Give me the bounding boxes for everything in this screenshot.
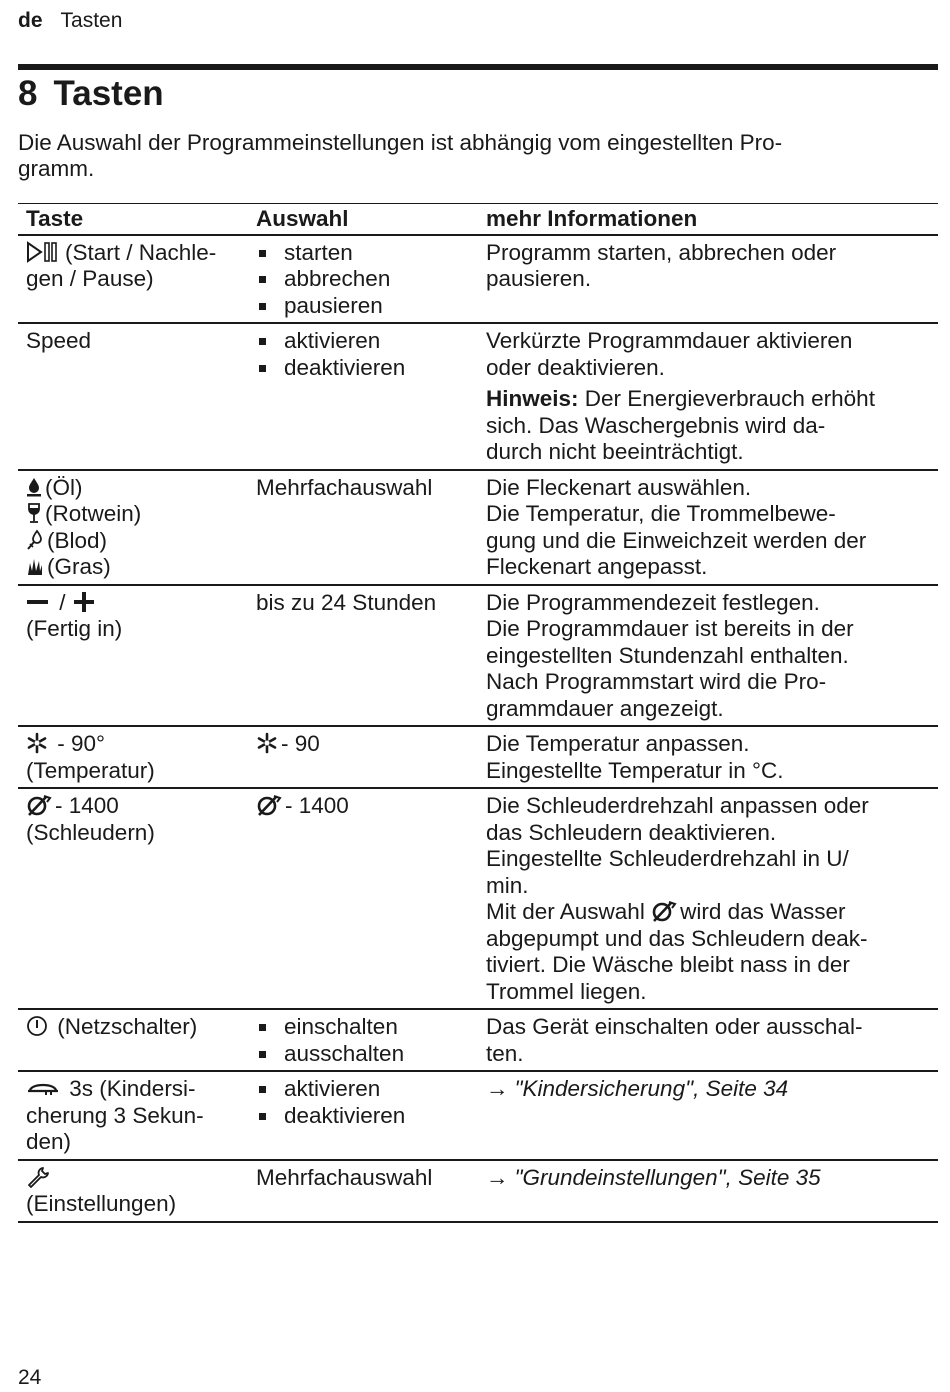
intro-line: gramm. [18,156,95,181]
auswahl-cell [248,1071,478,1160]
taste-cell: (Netzschalter) [18,1009,248,1071]
auswahl-cell: Mehrfachauswahl [256,474,433,500]
taste-cell: Speed [26,328,92,353]
oil-icon [26,476,42,498]
cold-snowflake-icon [256,732,278,754]
auswahl-cell [248,1009,478,1071]
info-cell [478,1160,938,1222]
running-head [18,9,122,33]
info-cell: Die Fleckenart auswählen. Die Temperatur, die Trommelbewe- gung und die Einweichzeit werden der Fleckenart angepasst. [486,474,867,579]
plus-icon [72,591,96,613]
info-cell: Das Gerät einschalten oder ausschal- ten. [486,1014,863,1066]
list-item: deaktivieren [256,355,470,382]
info-cell: Verkürzte Programmdauer aktivieren oder deaktivieren. Hinweis: Der Energieverbrauch erhöht sich. Das Waschergebnis wird da- durch nicht beeinträchtigt. [478,323,938,470]
list-item: pausieren [256,293,470,320]
table-row [18,585,938,727]
table-row [18,1160,938,1222]
key-lock-icon [26,1077,60,1099]
list-item: aktivieren [256,1076,470,1103]
info-cell: Die Temperatur anpassen. Eingestellte Temperatur in °C. [486,731,784,783]
auswahl-cell [248,323,478,470]
auswahl-cell: Mehrfachauswahl [256,1164,433,1190]
taste-cell: (Einstellungen) [18,1160,248,1222]
info-cell: Die Schleuderdrehzahl anpassen oder das Schleudern deaktivieren. Eingestellte Schleuderdrehzahl in U/ min. Mit der Auswahl wird das Wasser abgepumpt und das Schleudern deak- tiviert. Die Wäsche bleibt nass in der Trommel liegen. [486,793,869,1004]
info-cell [478,1071,938,1160]
language-code: de [18,9,43,32]
auswahl-cell [248,235,478,324]
blood-icon [26,529,44,551]
table-row [18,323,938,470]
auswahl-cell: bis zu 24 Stunden [256,589,437,615]
cross-reference-link[interactable]: "Grundeinstellungen", Seite 35 [514,1164,821,1190]
wrench-icon [26,1166,50,1188]
taste-cell: (Start / Nachle- gen / Pause) [26,239,217,291]
header-auswahl: Auswahl [256,206,349,231]
table-row [18,1009,938,1071]
list-item: abbrechen [256,266,470,293]
header-taste: Taste [26,206,84,231]
table-row [18,235,938,324]
list-item: ausschalten [256,1041,470,1068]
arrow-icon: → [486,1076,509,1101]
red-wine-icon [26,502,42,524]
chapter-number: 8 [18,74,38,113]
taste-cell: - 90° (Temperatur) [26,731,155,783]
header-rule [18,64,938,70]
list-item: starten [256,240,470,267]
cold-snowflake-icon [26,732,48,754]
header-info: mehr Informationen [486,206,698,231]
taste-cell: / (Fertig in) [26,589,123,641]
auswahl-cell: - 1400 [248,788,478,1009]
page-number: 24 [18,1366,42,1389]
info-cell: Programm starten, abbrechen oder pausieren. [486,239,837,291]
list-item: aktivieren [256,328,470,355]
note: Hinweis: Der Energieverbrauch erhöht sich. Das Waschergebnis wird da- durch nicht beeinträchtigt. [486,386,875,464]
intro-paragraph [18,130,918,182]
taste-cell: (Öl) (Rotwein) (Blod) (Gras) [18,470,248,585]
taste-cell: 3s (Kindersi- cherung 3 Sekun- den) [26,1076,204,1154]
grass-icon [26,555,44,577]
list-item: deaktivieren [256,1103,470,1130]
intro-line: Die Auswahl der Programmeinstellungen ist abhängig vom eingestellten Pro- [18,130,783,155]
table-row [18,1071,938,1160]
arrow-icon: → [486,1164,509,1190]
no-spin-icon [26,794,52,816]
chapter-title [18,74,164,114]
list-item: einschalten [256,1014,470,1041]
no-spin-icon [651,900,677,922]
table-row [18,726,938,788]
running-head-section: Tasten [60,9,123,32]
taste-cell: - 1400 (Schleudern) [26,793,155,845]
auswahl-cell: - 90 [248,726,478,788]
info-cell: Die Programmendezeit festlegen. Die Programmdauer ist bereits in der eingestellten Stundenzahl enthalten. Nach Programmstart wird die Pro- grammdauer angezeigt. [486,589,854,721]
note-label: Hinweis: [486,386,579,411]
no-spin-icon [256,794,282,816]
cross-reference-link[interactable]: "Kindersicherung", Seite 34 [514,1076,789,1101]
power-icon [26,1015,48,1037]
minus-icon [26,591,50,613]
table-row [18,788,938,1009]
chapter-title-text: Tasten [53,74,164,113]
start-pause-icon [26,241,62,263]
keys-table [18,203,938,1223]
table-row [18,470,938,585]
table-header-row [18,204,938,235]
